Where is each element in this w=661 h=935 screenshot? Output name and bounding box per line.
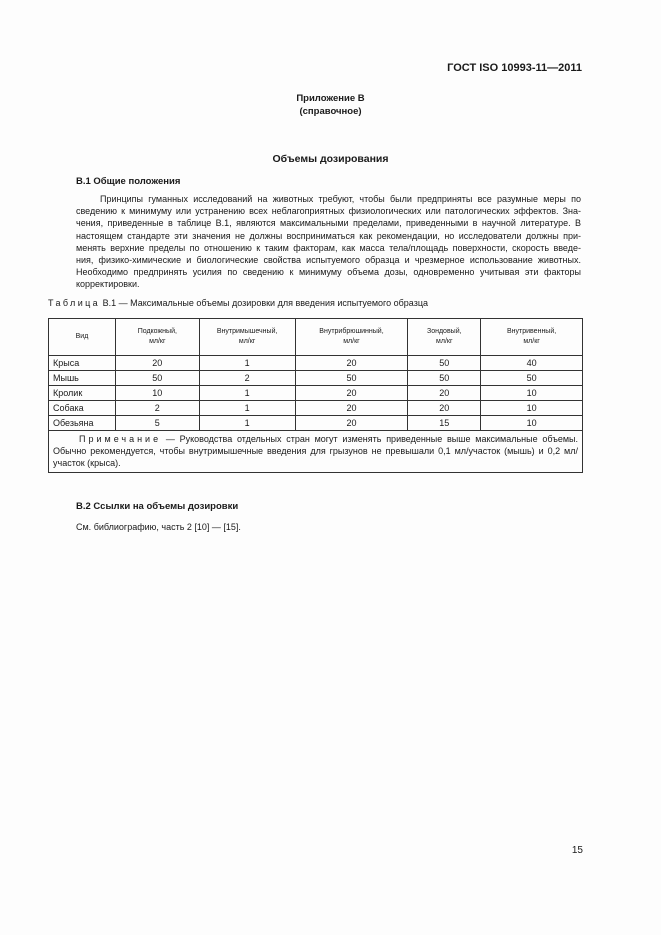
table-cell: 10 bbox=[115, 386, 199, 401]
paragraph-line: корректировки. bbox=[76, 279, 140, 290]
table-cell: 20 bbox=[408, 401, 481, 416]
table-cell: 20 bbox=[295, 401, 408, 416]
note-label: Примечание bbox=[79, 434, 162, 444]
paragraph-line: чения, приведенные в таблице В.1, являются максимальными пределами, приведенными в научной литературе. В bbox=[76, 218, 581, 229]
column-header-intravenous: Внутривенный, мл/кг bbox=[481, 319, 583, 356]
table-cell: 1 bbox=[199, 386, 295, 401]
document-title: Объемы дозирования bbox=[272, 153, 389, 165]
appendix-heading bbox=[0, 92, 661, 118]
table-row bbox=[49, 416, 583, 431]
dosing-volume-table bbox=[48, 318, 583, 473]
table-cell: 10 bbox=[481, 386, 583, 401]
note-text: — Руководства отдельных стран могут изменять приведенные выше максимальные объемы. Обычно рекомендуется, чтобы внутримышечные введения для грызунов не превышали 0,1 мл/участок (мышь) и 0,2 мл/участок (крыса). bbox=[53, 434, 578, 468]
paragraph-line: настоящем стандарте эти значения не должны восприниматься как рекомендации, но исследователи должны при- bbox=[76, 230, 581, 241]
table-note-row bbox=[49, 431, 583, 473]
section-heading-general: В.1 Общие положения bbox=[76, 176, 181, 187]
table-cell: 1 bbox=[199, 401, 295, 416]
table-cell: 20 bbox=[295, 416, 408, 431]
paragraph-line: Необходимо предпринять усилия по сведению к минимуму объема дозы, одновременно учитывая эти факторы bbox=[76, 267, 581, 278]
table-cell: 20 bbox=[115, 356, 199, 371]
paragraph-general bbox=[76, 193, 581, 291]
table-cell: 20 bbox=[295, 386, 408, 401]
table-caption bbox=[48, 298, 428, 308]
table-cell: 40 bbox=[481, 356, 583, 371]
table-cell: 1 bbox=[199, 356, 295, 371]
column-header-intraperitoneal: Внутрибрюшинный, мл/кг bbox=[295, 319, 408, 356]
table-cell: 20 bbox=[408, 386, 481, 401]
page-number: 15 bbox=[571, 845, 583, 856]
table-cell-species: Собака bbox=[49, 401, 116, 416]
document-code: ГОСТ ISO 10993-11—2011 bbox=[447, 62, 582, 74]
table-cell: 2 bbox=[199, 371, 295, 386]
table-row bbox=[49, 386, 583, 401]
table-cell: 5 bbox=[115, 416, 199, 431]
table-cell: 10 bbox=[481, 416, 583, 431]
table-header-row bbox=[49, 319, 583, 356]
column-header-gavage: Зондовый, мл/кг bbox=[408, 319, 481, 356]
table-cell: 50 bbox=[481, 371, 583, 386]
table-cell-species: Мышь bbox=[49, 371, 116, 386]
appendix-title: Приложение В bbox=[296, 93, 365, 104]
paragraph-line: ния, физико-химические и биологические свойства испытуемого образца и чрезмерное использование животных. bbox=[76, 254, 581, 265]
table-cell: 20 bbox=[295, 356, 408, 371]
table-cell: 10 bbox=[481, 401, 583, 416]
appendix-type: (справочное) bbox=[299, 106, 362, 117]
paragraph-line: Принципы гуманных исследований на животных требуют, чтобы были предприняты все разумные меры по bbox=[100, 194, 581, 204]
table-row bbox=[49, 401, 583, 416]
table-cell: 50 bbox=[408, 371, 481, 386]
table-cell: 2 bbox=[115, 401, 199, 416]
paragraph-line: менять верхние пределы по отношению к таким факторам, как масса тела/площадь поверхности, скорость введе- bbox=[76, 242, 581, 253]
column-header-intramuscular: Внутримышечный, мл/кг bbox=[199, 319, 295, 356]
table-cell: 50 bbox=[295, 371, 408, 386]
table-cell: 15 bbox=[408, 416, 481, 431]
section-heading-references: В.2 Ссылки на объемы дозировки bbox=[76, 501, 239, 512]
table-cell-species: Обезьяна bbox=[49, 416, 116, 431]
table-note bbox=[49, 431, 583, 473]
table-cell: 1 bbox=[199, 416, 295, 431]
column-header-species: Вид bbox=[49, 319, 116, 356]
table-cell: 50 bbox=[408, 356, 481, 371]
table-caption-label: Таблица bbox=[48, 298, 101, 308]
table-cell-species: Кролик bbox=[49, 386, 116, 401]
references-text: См. библиографию, часть 2 [10] — [15]. bbox=[76, 522, 241, 532]
paragraph-line: сведению к минимуму или устранению всех неблагоприятных физиологических или патологических эффектов. Зна- bbox=[76, 206, 581, 217]
table-cell: 50 bbox=[115, 371, 199, 386]
table-row bbox=[49, 356, 583, 371]
column-header-subcutaneous: Подкожный, мл/кг bbox=[115, 319, 199, 356]
table-caption-text: В.1 — Максимальные объемы дозировки для введения испытуемого образца bbox=[100, 298, 428, 308]
table-row bbox=[49, 371, 583, 386]
table-cell-species: Крыса bbox=[49, 356, 116, 371]
